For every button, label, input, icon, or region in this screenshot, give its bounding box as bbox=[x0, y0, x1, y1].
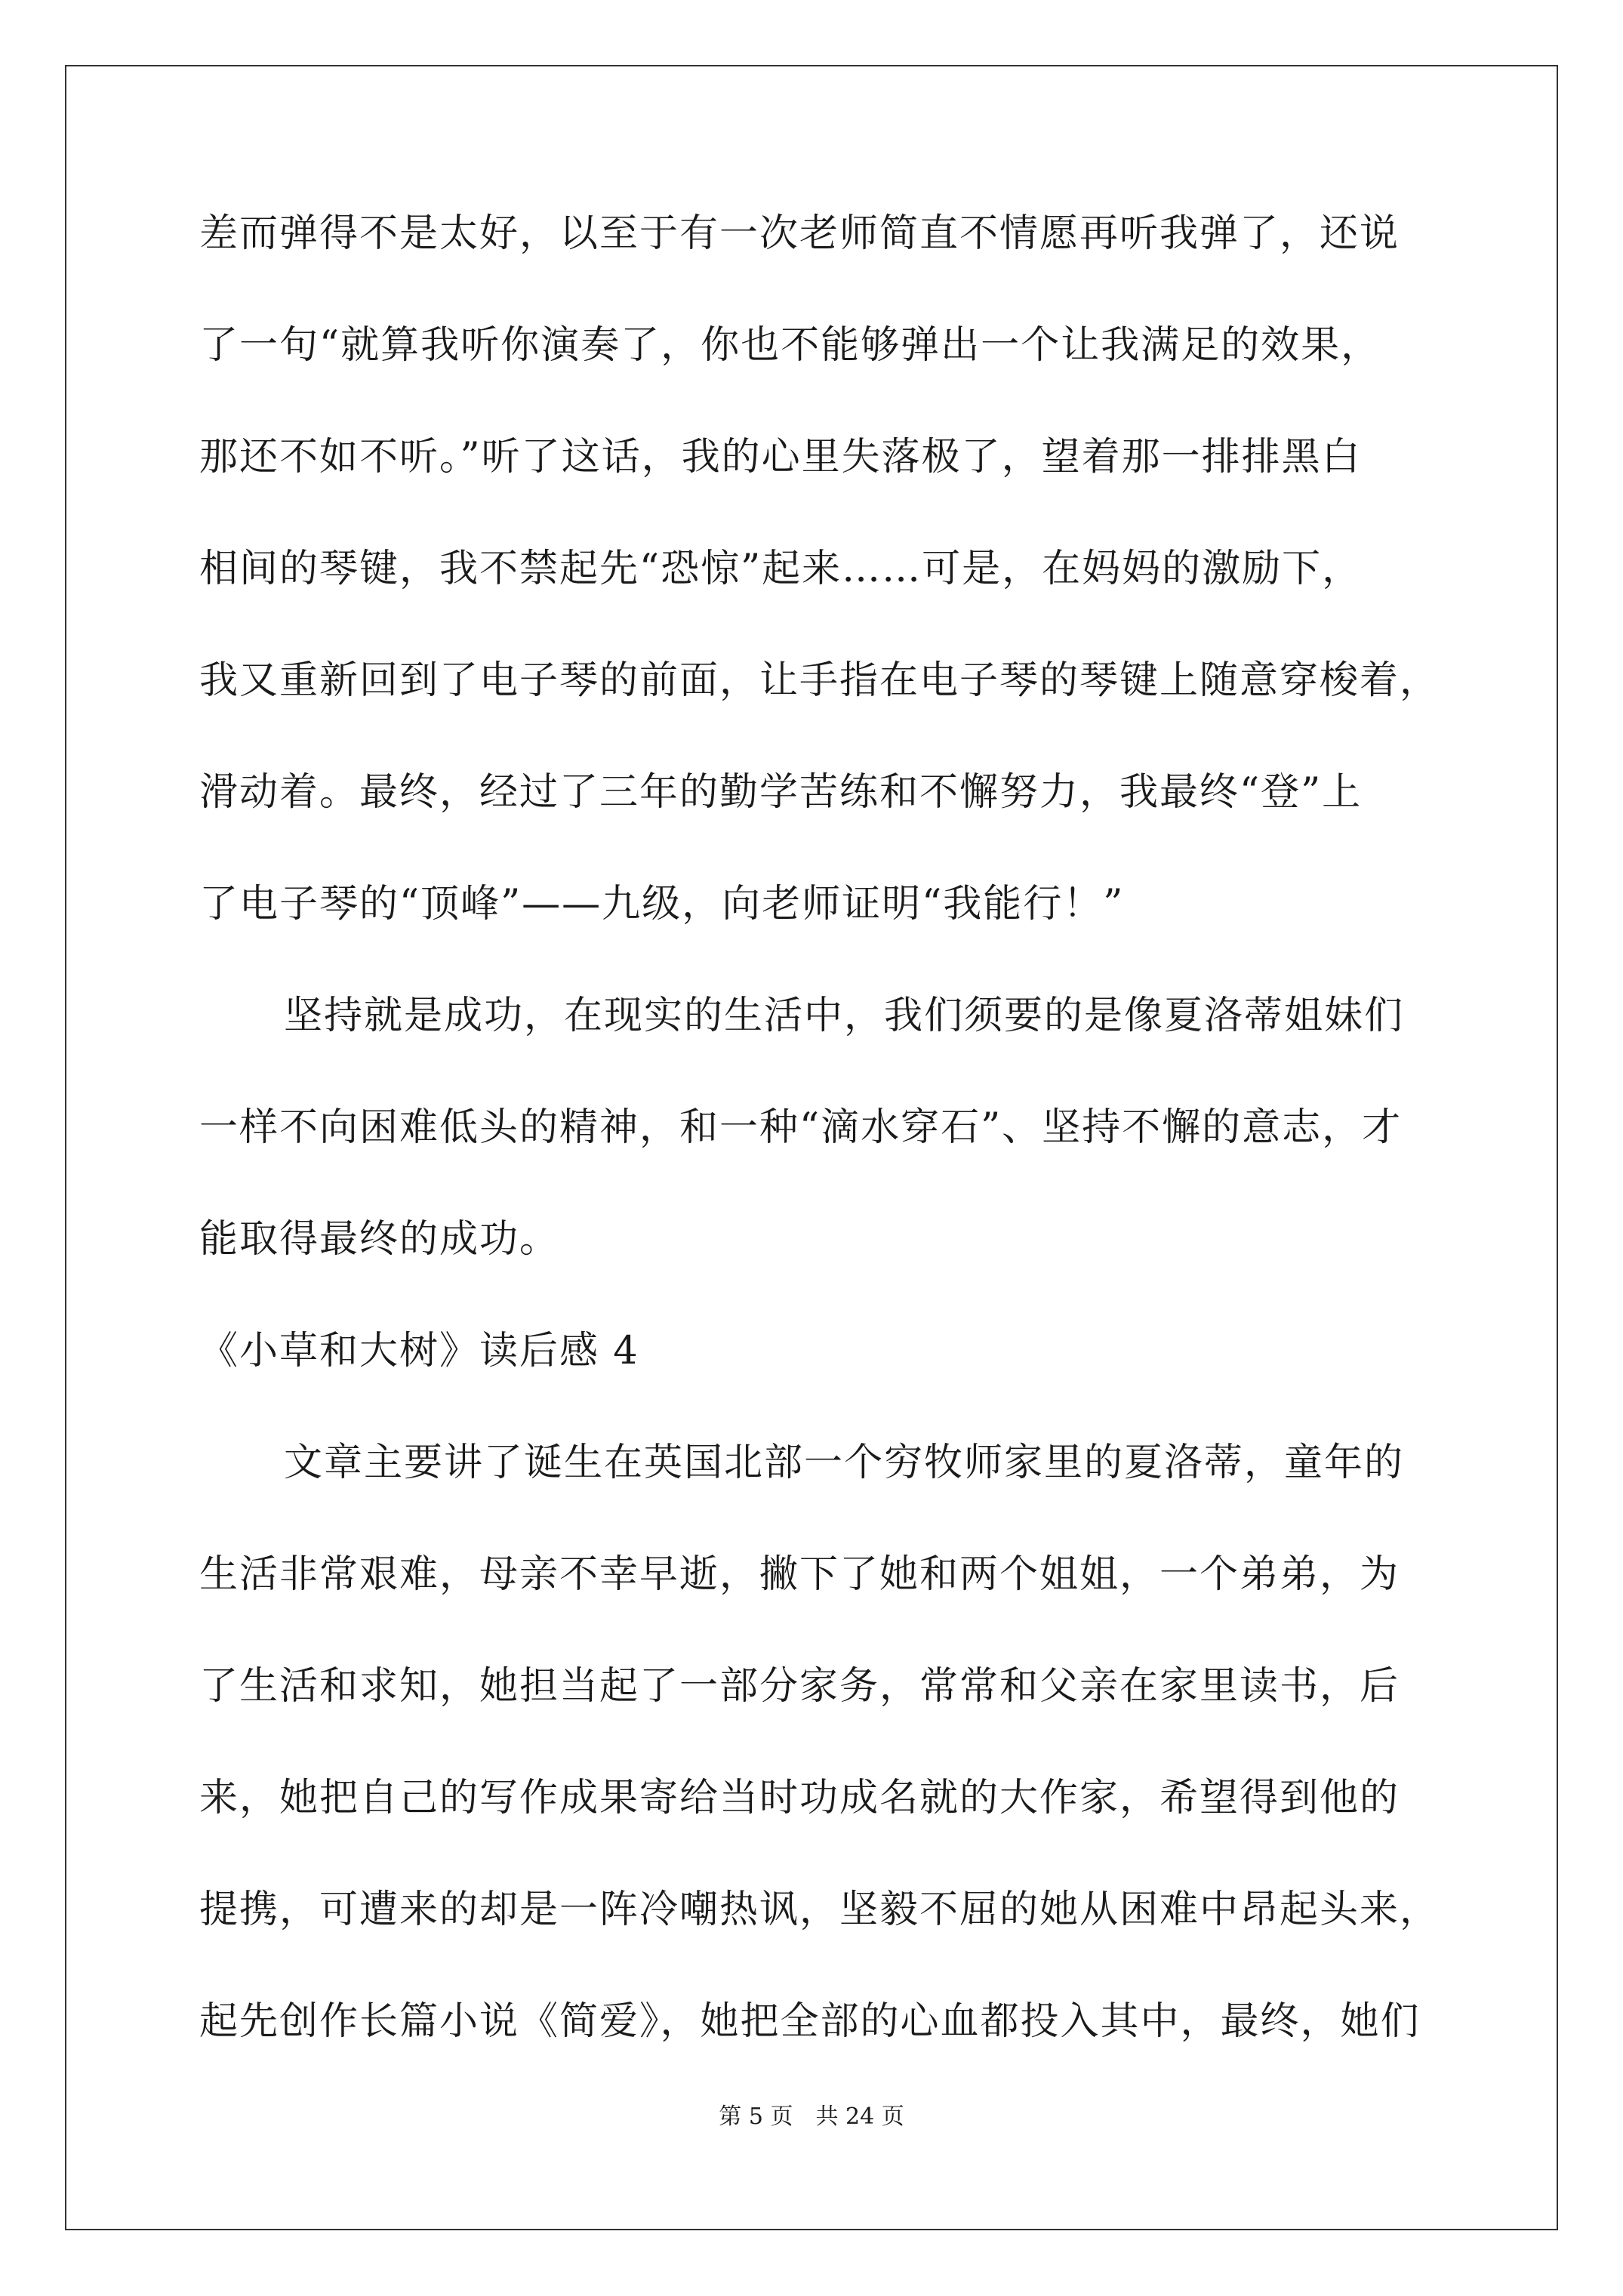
text-line: 差而弹得不是太好，以至于有一次老师简直不情愿再听我弹了，还说 bbox=[199, 211, 1400, 256]
document-body bbox=[199, 211, 1445, 2111]
text-line: 滑动着。最终，经过了三年的勤学苦练和不懈努力，我最终“登”上 bbox=[199, 770, 1363, 815]
text-line: 相间的琴键，我不禁起先“恐惊”起来……可是，在妈妈的激励下， bbox=[199, 547, 1363, 591]
text-line: 我又重新回到了电子琴的前面，让手指在电子琴的琴键上随意穿梭着， bbox=[199, 658, 1440, 703]
text-line: 生活非常艰难，母亲不幸早逝，撇下了她和两个姐姐，一个弟弟，为 bbox=[199, 1552, 1400, 1597]
text-line: 那还不如不听。”听了这话，我的心里失落极了，望着那一排排黑白 bbox=[199, 435, 1362, 479]
text-line: 起先创作长篇小说《简爱》，她把全部的心血都投入其中，最终，她们 bbox=[199, 1999, 1421, 2044]
text-line: 了生活和求知，她担当起了一部分家务，常常和父亲在家里读书，后 bbox=[199, 1664, 1400, 1709]
paragraph-start-line: 文章主要讲了诞生在英国北部一个穷牧师家里的夏洛蒂，童年的 bbox=[284, 1441, 1405, 1485]
text-line: 了一句“就算我听你演奏了，你也不能够弹出一个让我满足的效果， bbox=[199, 323, 1381, 368]
text-line: 了电子琴的“顶峰”——九级，向老师证明“我能行！” bbox=[199, 882, 1125, 926]
section-heading: 《小草和大树》读后感 4 bbox=[199, 1329, 639, 1373]
text-line: 来，她把自己的写作成果寄给当时功成名就的大作家，希望得到他的 bbox=[199, 1776, 1400, 1820]
text-line: 提携，可遭来的却是一阵冷嘲热讽，坚毅不屈的她从困难中昂起头来， bbox=[199, 1888, 1440, 1932]
page-number-footer: 第 5 页 共 24 页 bbox=[719, 2103, 904, 2130]
text-line: 能取得最终的成功。 bbox=[199, 1217, 560, 1262]
paragraph-start-line: 坚持就是成功，在现实的生活中，我们须要的是像夏洛蒂姐妹们 bbox=[284, 994, 1405, 1038]
text-line: 一样不向困难低头的精神，和一种“滴水穿石”、坚持不懈的意志，才 bbox=[199, 1105, 1403, 1150]
